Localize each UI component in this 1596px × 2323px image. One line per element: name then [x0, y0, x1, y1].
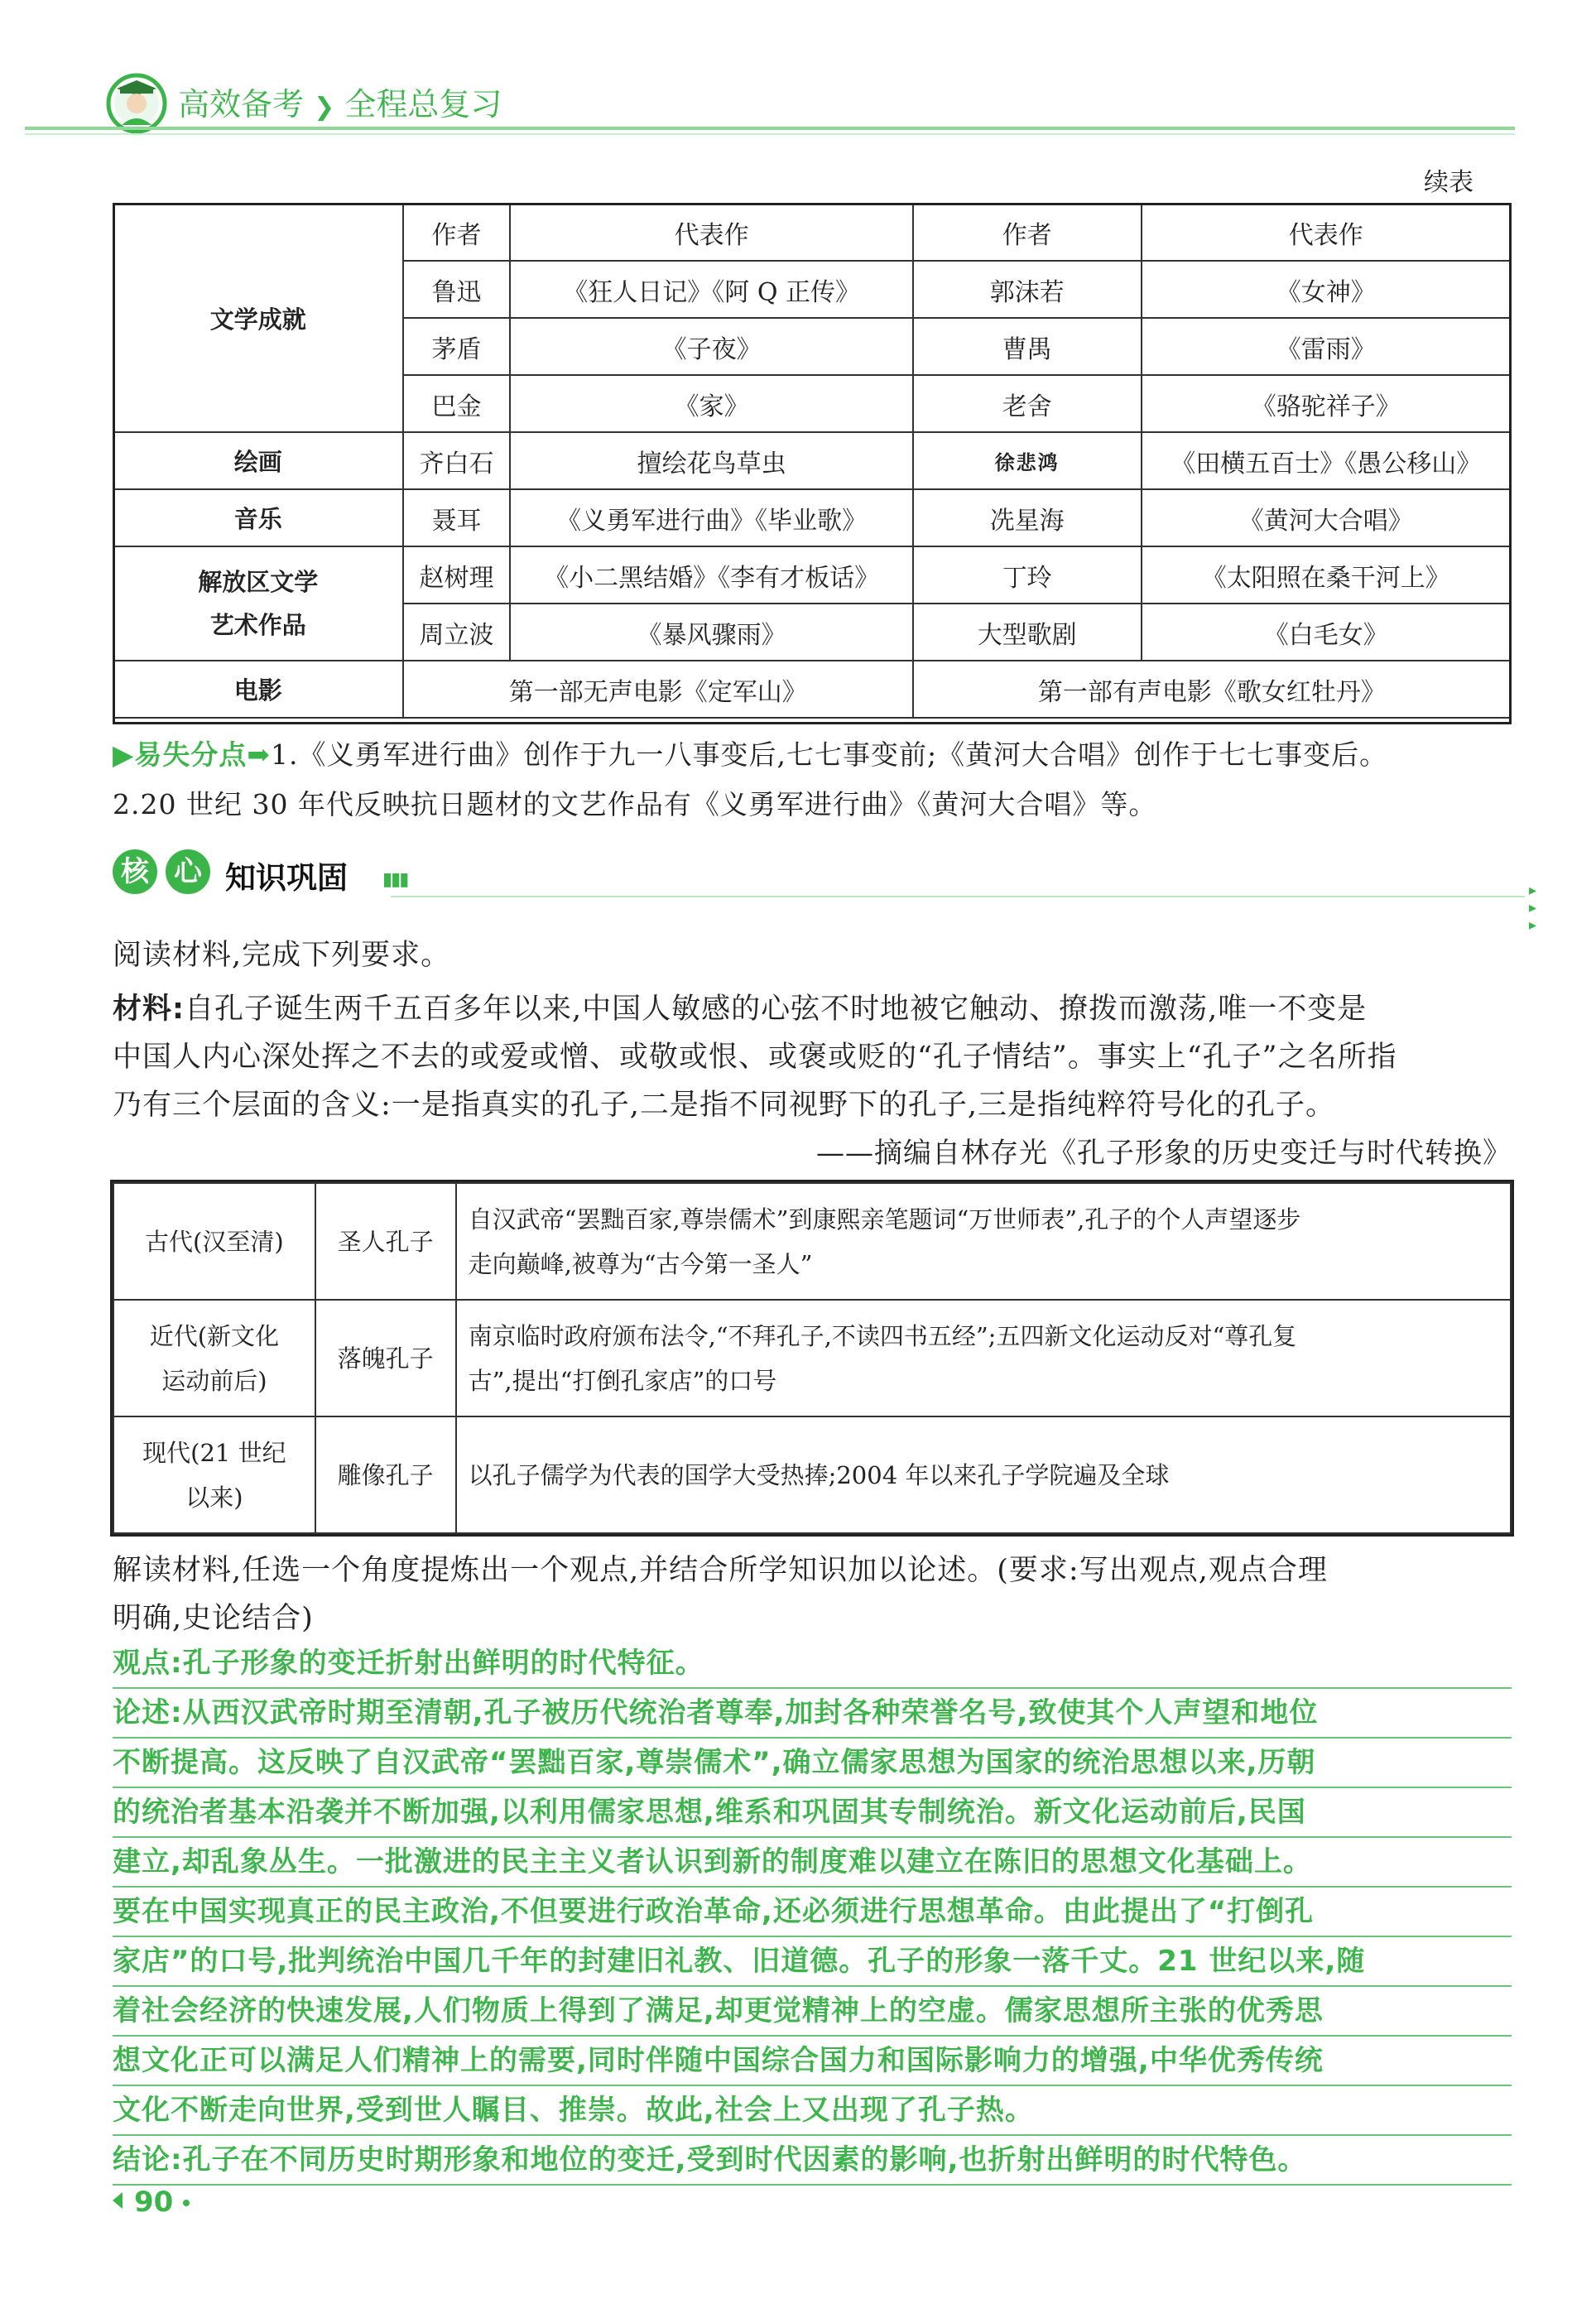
requirement-line: 解读材料,任选一个角度提炼出一个观点,并结合所学知识加以论述。(要求:写出观点,观点合理 [113, 1554, 1328, 1587]
author-cell: 冼星海 [913, 489, 1142, 546]
description-line: 走向巅峰,被尊为“古今第一圣人” [468, 1249, 813, 1278]
era-line: 古代(汉至清) [145, 1227, 284, 1256]
category-literature: 文学成就 [113, 204, 403, 432]
author-cell: 周立波 [403, 604, 511, 661]
answer-line: 家店”的口号,批判统治中国几千年的封建旧礼教、旧道德。孔子的形象一落千丈。21 世纪以来,随 [113, 1937, 1512, 1987]
section-title: 知识巩固 [225, 860, 348, 896]
triangle-left-icon [113, 2192, 123, 2209]
author-cell: 茅盾 [403, 318, 511, 375]
col-header-author: 作者 [403, 204, 511, 261]
description-line: 自汉武帝“罢黜百家,尊崇儒术”到康熙亲笔题词“万世师表”,孔子的个人声望逐步 [468, 1205, 1301, 1234]
table-row [113, 546, 1511, 604]
work-cell: 《狂人日记》《阿 Q 正传》 [510, 261, 912, 318]
section-header [109, 844, 1544, 934]
material-line: 乃有三个层面的含义:一是指真实的孔子,二是指不同视野下的孔子,三是指纯粹符号化的孔子。 [113, 1089, 1336, 1122]
work-cell: 擅绘花鸟草虫 [510, 432, 912, 489]
answer-line: 建立,却乱象丛生。一批激进的民主主义者认识到新的制度难以建立在陈旧的思想文化基础上。 [113, 1838, 1512, 1888]
dot-icon [183, 2200, 190, 2206]
work-cell: 《白毛女》 [1142, 604, 1511, 661]
work-cell: 《女神》 [1142, 261, 1511, 318]
section-rule [391, 896, 1525, 897]
author-cell: 巴金 [403, 375, 511, 432]
work-cell: 《骆驼祥子》 [1142, 375, 1511, 432]
brand-part-b: 全程总复习 [344, 86, 502, 123]
answer-line: 文化不断走向世界,受到世人瞩目、推崇。故此,社会上又出现了孔子热。 [113, 2086, 1512, 2136]
film-cell: 第一部有声电影《歌女红牡丹》 [913, 661, 1511, 718]
page-header [25, 70, 1515, 137]
answer-line: 论述:从西汉武帝时期至清朝,孔子被历代统治者尊奉,加封各种荣誉名号,致使其个人声望和地位 [113, 1689, 1512, 1739]
header-rule [25, 127, 1515, 130]
answer-line: 要在中国实现真正的民主政治,不但要进行政治革命,还必须进行思想革命。由此提出了“打倒孔 [113, 1888, 1512, 1937]
question-intro: 阅读材料,完成下列要求。 [113, 939, 451, 972]
arrow-right-icon: ➡ [247, 738, 272, 771]
page-number [113, 2186, 190, 2219]
tip-line: 2.20 世纪 30 年代反映抗日题材的文艺作品有《义勇军进行曲》《黄河大合唱》等。 [113, 788, 1157, 820]
tip-line: 1.《义勇军进行曲》创作于九一八事变后,七七事变前;《黄河大合唱》创作于七七事变后。 [271, 738, 1388, 771]
play-marker-icon: ▶ [113, 738, 135, 771]
author-cell: 鲁迅 [403, 261, 511, 318]
work-cell: 《暴风骤雨》 [510, 604, 912, 661]
work-cell: 《子夜》 [510, 318, 912, 375]
work-cell: 《田横五百士》《愚公移山》 [1142, 432, 1511, 489]
era-cell [113, 1183, 315, 1300]
category-film: 电影 [113, 661, 403, 718]
era-line: 以来) [185, 1483, 243, 1512]
author-cell: 郭沫若 [913, 261, 1142, 318]
image-cell: 圣人孔子 [315, 1183, 456, 1300]
work-cell: 《黄河大合唱》 [1142, 489, 1511, 546]
answer-line: 结论:孔子在不同历史时期形象和地位的变迁,受到时代因素的影响,也折射出鲜明的时代特色。 [113, 2136, 1512, 2186]
tip-label: 易失分点 [134, 738, 248, 771]
author-cell: 大型歌剧 [913, 604, 1142, 661]
author-cell: 老舍 [913, 375, 1142, 432]
era-line: 近代(新文化 [149, 1321, 280, 1350]
material-text [113, 985, 1520, 1129]
work-cell: 《雷雨》 [1142, 318, 1511, 375]
category-painting: 绘画 [113, 432, 403, 489]
table-row [113, 489, 1511, 546]
category-line: 解放区文学 [198, 568, 319, 596]
brand-part-a: 高效备考 [178, 86, 305, 123]
student-logo-icon [103, 70, 170, 135]
author-cell: 丁玲 [913, 546, 1142, 604]
table-row [113, 204, 1511, 261]
brand-title [178, 79, 502, 124]
confucius-image-table [113, 1182, 1512, 1534]
continued-label: 续表 [1424, 168, 1473, 197]
description-line: 古”,提出“打倒孔家店”的口号 [468, 1366, 777, 1395]
author-cell: 曹禺 [913, 318, 1142, 375]
description-cell [456, 1183, 1511, 1300]
section-badge: 心 [166, 849, 210, 894]
category-music: 音乐 [113, 489, 403, 546]
work-cell: 《小二黑结婚》《李有才板话》 [510, 546, 912, 604]
answer-line: 想文化正可以满足人们精神上的需要,同时伴随中国综合国力和国际影响力的增强,中华优秀传统 [113, 2037, 1512, 2086]
material-source: ——摘编自林存光《孔子形象的历史变迁与时代转换》 [816, 1137, 1512, 1170]
requirement-line: 明确,史论结合) [113, 1602, 314, 1635]
page-number-text: 90 [134, 2186, 174, 2219]
description-cell [456, 1300, 1511, 1416]
category-liberated-area [113, 546, 403, 661]
work-cell: 《家》 [510, 375, 912, 432]
material-line: 中国人内心深处挥之不去的或爱或憎、或敬或恨、或褒或贬的“孔子情结”。事实上“孔子”之名所指 [113, 1041, 1397, 1074]
author-cell: 徐悲鸿 [913, 432, 1142, 489]
era-line: 现代(21 世纪 [142, 1438, 286, 1467]
col-header-work: 代表作 [510, 204, 912, 261]
image-cell: 落魄孔子 [315, 1300, 456, 1416]
table-row [113, 1300, 1511, 1416]
author-cell: 聂耳 [403, 489, 511, 546]
table-row [113, 661, 1511, 718]
era-line: 运动前后) [161, 1366, 267, 1395]
material-line: 自孔子诞生两千五百多年以来,中国人敏感的心弦不时地被它触动、撩拨而激荡,唯一不变是 [185, 993, 1368, 1026]
table-row [113, 432, 1511, 489]
col-header-author: 作者 [913, 204, 1142, 261]
work-cell: 《太阳照在桑干河上》 [1142, 546, 1511, 604]
section-badge: 核 [113, 849, 157, 894]
answer-line: 不断提高。这反映了自汉武帝“罢黜百家,尊崇儒术”,确立儒家思想为国家的统治思想以来,历朝 [113, 1739, 1512, 1788]
requirement-text [113, 1546, 1520, 1642]
answer-line: 的统治者基本沿袭并不断加强,以利用儒家思想,维系和巩固其专制统治。新文化运动前后,民国 [113, 1788, 1512, 1838]
triple-arrow-icon: ▸ ▸ ▸ [1529, 882, 1544, 934]
author-cell: 齐白石 [403, 432, 511, 489]
culture-achievements-table [113, 203, 1512, 719]
author-cell: 赵树理 [403, 546, 511, 604]
description-cell: 以孔子儒学为代表的国学大受热捧;2004 年以来孔子学院遍及全球 [456, 1416, 1511, 1533]
table-row [113, 1183, 1511, 1300]
era-cell [113, 1300, 315, 1416]
answer-block [113, 1639, 1512, 2186]
era-cell [113, 1416, 315, 1533]
category-line: 艺术作品 [209, 611, 306, 639]
image-cell: 雕像孔子 [315, 1416, 456, 1533]
material-label: 材料: [113, 993, 185, 1026]
table-row [113, 1416, 1511, 1533]
description-line: 南京临时政府颁布法令,“不拜孔子,不读四书五经”;五四新文化运动反对“尊孔复 [468, 1321, 1297, 1350]
col-header-work: 代表作 [1142, 204, 1511, 261]
signal-bars-icon: ▮▮▮ [382, 869, 408, 890]
answer-line: 着社会经济的快速发展,人们物质上得到了满足,却更觉精神上的空虚。儒家思想所主张的优秀思 [113, 1987, 1512, 2037]
header-rule-thin [25, 133, 1515, 135]
answer-line: 观点:孔子形象的变迁折射出鲜明的时代特征。 [113, 1639, 1512, 1689]
film-cell: 第一部无声电影《定军山》 [403, 661, 913, 718]
error-prone-tip [113, 730, 1520, 830]
work-cell: 《义勇军进行曲》《毕业歌》 [510, 489, 912, 546]
brand-separator-icon: ❯ [314, 93, 335, 122]
